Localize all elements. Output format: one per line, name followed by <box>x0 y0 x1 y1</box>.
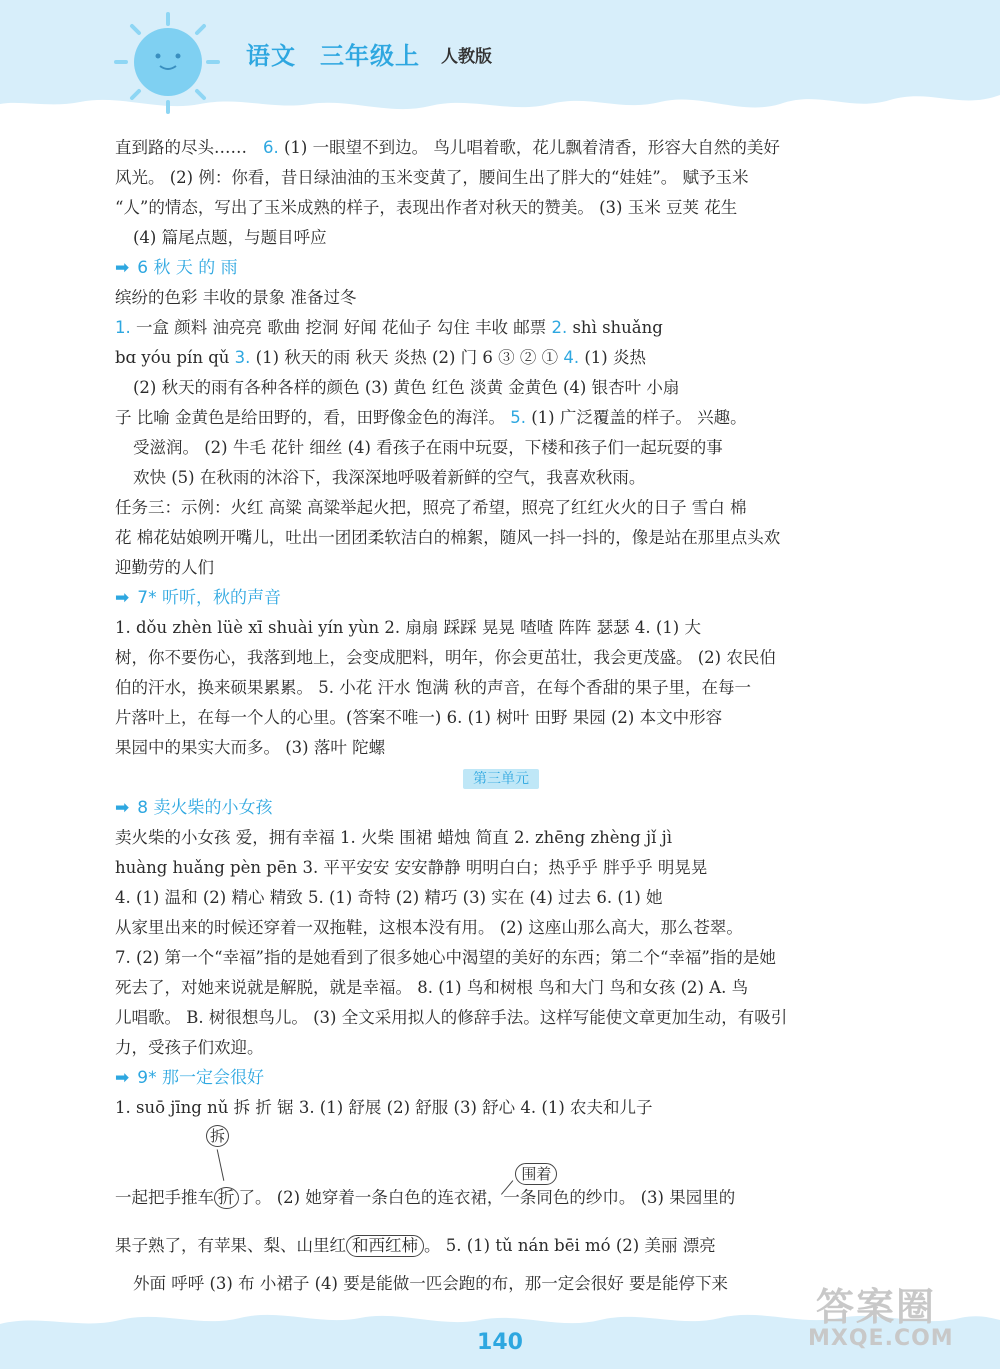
circled-number: ③ <box>498 348 515 367</box>
watermark-url: MXQE.COM <box>808 1326 954 1351</box>
answer-line: 缤纷的色彩 丰收的景象 准备过冬 <box>115 288 357 307</box>
question-number: 3. <box>234 348 251 367</box>
insertion-text: 围着 <box>515 1163 557 1185</box>
answer-line: 儿唱歌。 B. 树很想鸟儿。 (3) 全文采用拟人的修辞手法。这样写能使文章更加生动，有吸引 <box>115 1008 788 1027</box>
answer-text: 一起把手推车 <box>115 1188 214 1207</box>
grade-title: 三年级上 <box>320 42 420 70</box>
circled-number: ① <box>541 348 559 367</box>
arrow-right-icon: ➡ <box>115 798 130 818</box>
answer-line: 风光。 (2) 例：你看，昔日绿油油的玉米变黄了，腰间生出了胖大的“娃娃”。 赋予玉米 <box>115 168 749 187</box>
answer-line: 1. suō jīng nǔ 拆 折 锯 3. (1) 舒展 (2) 舒服 (3) 舒心 4. (1) 农夫和儿子 <box>115 1098 653 1117</box>
section-title: 8 卖火柴的小女孩 <box>137 798 273 818</box>
section-heading <box>115 583 887 613</box>
answer-text: shì shuǎng <box>572 318 663 337</box>
answer-line: 欢快 (5) 在秋雨的沐浴下，我深深地呼吸着新鲜的空气，我喜欢秋雨。 <box>133 468 646 487</box>
answer-text: bɑ yóu pín qǔ <box>115 348 230 367</box>
answer-text: (1) 一眼望不到边。 鸟儿唱着歌，花儿飘着清香，形容大自然的美好 <box>284 138 780 157</box>
answer-line: 迎勤劳的人们 <box>115 558 214 577</box>
sun-icon <box>110 10 240 130</box>
answer-text: 直到路的尽头…… <box>115 138 247 157</box>
question-number: 5. <box>510 408 526 427</box>
question-number: 2. <box>551 318 568 337</box>
answer-line: 力，受孩子们欢迎。 <box>115 1038 264 1057</box>
answer-line: 受滋润。 (2) 牛毛 花针 细丝 (4) 看孩子在雨中玩耍，下楼和孩子们一起玩耍的事 <box>133 438 723 457</box>
circled-word: 和西红柿 <box>346 1235 424 1257</box>
section-heading <box>115 1063 887 1093</box>
question-number: 4. <box>563 348 580 367</box>
unit-banner <box>115 763 887 793</box>
arrow-right-icon: ➡ <box>115 258 130 278</box>
circled-number: ② <box>519 348 537 367</box>
circled-word: 折 <box>214 1187 239 1209</box>
answer-line: 花 棉花姑娘咧开嘴儿，吐出一团团柔软洁白的棉絮，随风一抖一抖的，像是站在那里点头欢 <box>115 528 781 547</box>
answer-line: (2) 秋天的雨有各种各样的颜色 (3) 黄色 红色 淡黄 金黄色 (4) 银杏叶 小扇 <box>133 378 680 397</box>
answer-line: 卖火柴的小女孩 爱，拥有幸福 1. 火柴 围裙 蜡烛 简直 2. zhēng zhèng jǐ jì <box>115 828 673 847</box>
answer-text: (1) 秋天的雨 秋天 炎热 (2) 门 6 <box>255 348 493 367</box>
subject-title: 语文 <box>246 42 296 70</box>
answer-line <box>115 343 887 373</box>
answer-line-with-corrections <box>115 1127 887 1213</box>
page-number: 140 <box>477 1330 523 1355</box>
arrow-right-icon: ➡ <box>115 1068 130 1088</box>
answer-text: 。 5. (1) tǔ nán bēi mó (2) 美丽 漂亮 <box>424 1236 716 1255</box>
correction-line <box>217 1149 226 1181</box>
section-heading <box>115 253 887 283</box>
answer-line <box>115 1231 887 1261</box>
correction-mark <box>210 1127 239 1213</box>
edition-label: 人教版 <box>441 47 492 67</box>
answer-line: “人”的情态，写出了玉米成熟的样子，表现出作者对秋天的赞美。 (3) 玉米 豆荚 花生 <box>115 198 738 217</box>
answer-line: 外面 呼呼 (3) 布 小裙子 (4) 要是能做一匹会跑的布，那一定会很好 要是能停下来 <box>133 1274 728 1293</box>
answer-content <box>115 133 887 1299</box>
answer-line: 从家里出来的时候还穿着一双拖鞋，这根本没有用。 (2) 这座山那么高大，那么苍翠。 <box>115 918 743 937</box>
answer-line: 死去了，对她来说就是解脱，就是幸福。 8. (1) 鸟和树根 鸟和大门 鸟和女孩 (2) A. 鸟 <box>115 978 749 997</box>
answer-line <box>115 403 887 433</box>
answer-line: 任务三：示例：火红 高粱 高粱举起火把，照亮了希望，照亮了红红火火的日子 雪白 棉 <box>115 498 747 517</box>
unit-label: 第三单元 <box>463 769 539 789</box>
correction-insert: 拆 <box>206 1125 229 1147</box>
answer-line: (4) 篇尾点题，与题目呼应 <box>133 228 327 247</box>
answer-line: huàng huǎng pèn pēn 3. 平平安安 安安静静 明明白白；热乎乎 胖乎乎 明晃晃 <box>115 858 708 877</box>
arrow-right-icon: ➡ <box>115 588 130 608</box>
answer-line: 7. (2) 第一个“幸福”指的是她看到了很多她心中渴望的美好的东西；第二个“幸福”指的是她 <box>115 948 776 967</box>
answer-text: 果子熟了，有苹果、梨、山里红 <box>115 1236 346 1255</box>
section-title: 7* 听听，秋的声音 <box>137 588 281 608</box>
answer-text: 了。 (2) 她穿着一条白色的连衣裙， <box>238 1188 504 1207</box>
watermark-text: 答案圈 <box>816 1285 937 1329</box>
answer-line: 片落叶上，在每一个人的心里。(答案不唯一) 6. (1) 树叶 田野 果园 (2) 本文中形容 <box>115 708 723 727</box>
answer-line: 树，你不要伤心，我落到地上，会变成肥料，明年，你会更茁壮，我会更茂盛。 (2) 农民伯 <box>115 648 776 667</box>
watermark-logo <box>794 1276 984 1366</box>
answer-line: 果园中的果实大而多。 (3) 落叶 陀螺 <box>115 738 386 757</box>
answer-line: 伯的汗水，换来硕果累累。 5. 小花 汗水 饱满 秋的声音，在每个香甜的果子里，在每一 <box>115 678 751 697</box>
section-title: 6 秋 天 的 雨 <box>137 258 238 278</box>
answer-text: 子 比喻 金黄色是给田野的，看，田野像金色的海洋。 <box>115 408 505 427</box>
answer-text: (1) 广泛覆盖的样子。 兴趣。 <box>531 408 747 427</box>
answer-line: 4. (1) 温和 (2) 精心 精致 5. (1) 奇特 (2) 精巧 (3) 实在 (4) 过去 6. (1) 她 <box>115 888 663 907</box>
answer-line <box>115 133 887 163</box>
section-heading <box>115 793 887 823</box>
answer-text: 一盒 颜料 油亮亮 歌曲 挖洞 好闻 花仙子 勾住 丰收 邮票 <box>136 318 547 337</box>
answer-line: 1. dǒu zhèn lüè xī shuài yín yùn 2. 扇扇 踩踩 晃晃 喳喳 阵阵 瑟瑟 4. (1) 大 <box>115 618 701 637</box>
question-number: 1. <box>115 318 131 337</box>
question-number: 6. <box>263 138 279 157</box>
answer-line <box>115 313 887 343</box>
page-header <box>0 0 1000 130</box>
section-title: 9* 那一定会很好 <box>137 1068 264 1088</box>
answer-text: 一条同色的纱巾。 (3) 果园里的 <box>503 1188 736 1207</box>
answer-text: (1) 炎热 <box>584 348 646 367</box>
